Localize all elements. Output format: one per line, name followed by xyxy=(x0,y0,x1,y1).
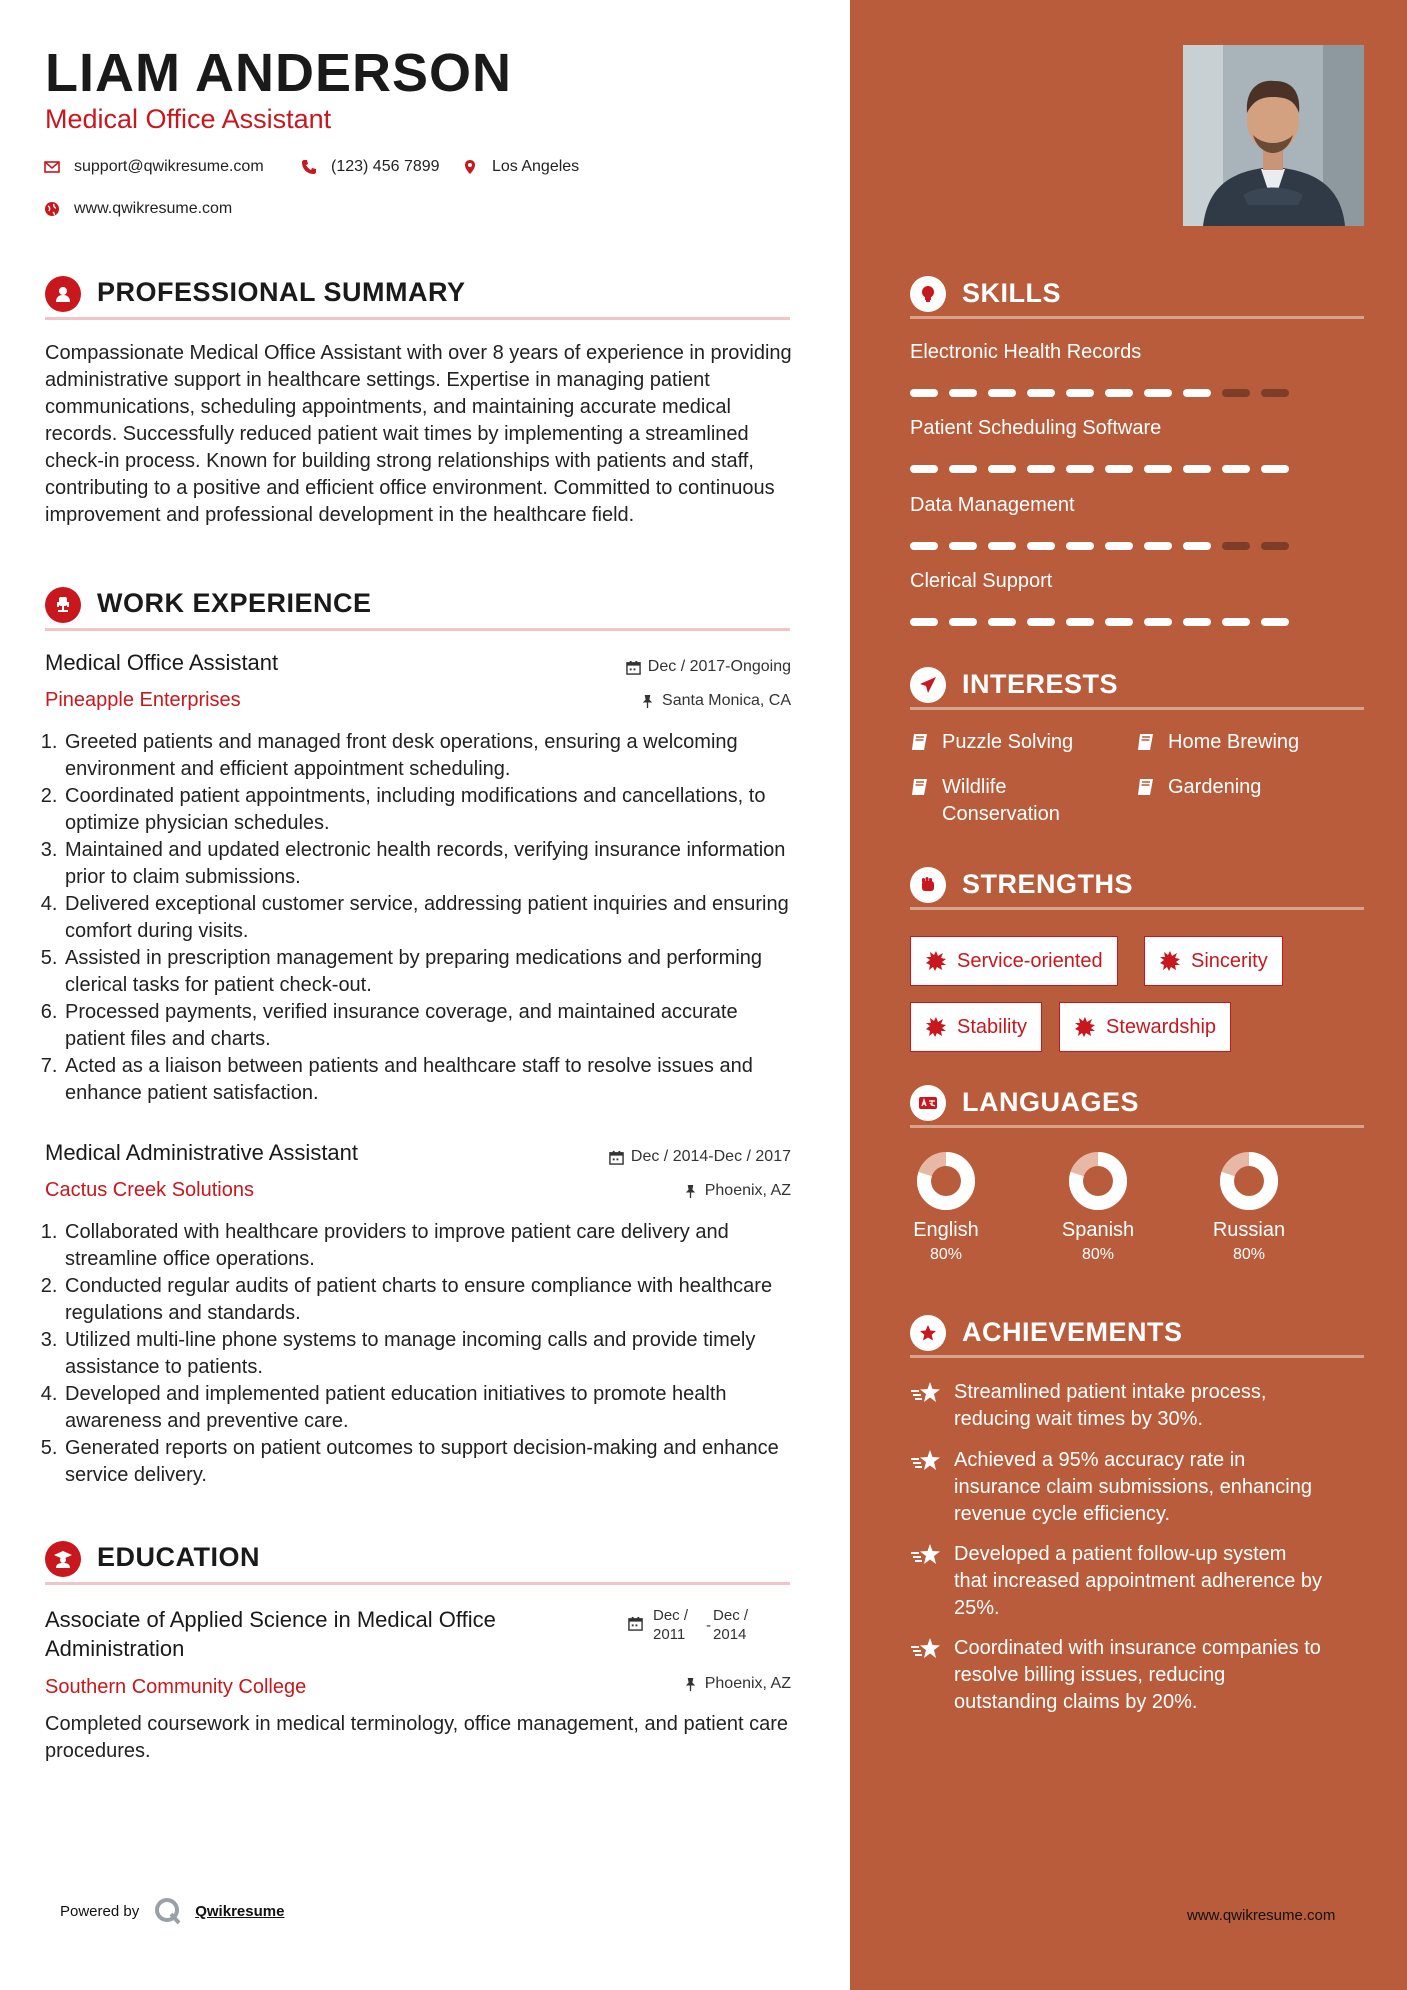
job-bullet: 1. Collaborated with healthcare providers to improve patient care delivery and streamline office operations. xyxy=(63,1219,793,1273)
summary-heading: PROFESSIONAL SUMMARY xyxy=(97,277,466,307)
skill-dash xyxy=(988,389,1016,397)
skill-dash xyxy=(1105,465,1133,473)
skill-3-level xyxy=(910,542,1300,550)
calendar-icon xyxy=(628,1616,643,1631)
experience-heading: WORK EXPERIENCE xyxy=(97,588,372,618)
skill-1-level xyxy=(910,389,1300,397)
pushpin-icon xyxy=(683,1184,698,1199)
job-2-company: Cactus Creek Solutions xyxy=(45,1179,254,1201)
language-ring xyxy=(1067,1150,1129,1212)
email-text: support@qwikresume.com xyxy=(74,158,264,175)
location-text: Los Angeles xyxy=(492,158,580,175)
job-2-bullets xyxy=(45,1219,793,1489)
job-bullet: 4. Delivered exceptional customer service, addressing patient inquiries and ensuring comfort during visits. xyxy=(63,891,793,945)
skill-dash xyxy=(1066,618,1094,626)
achievement-item: Achieved a 95% accuracy rate in insurance claim submissions, enhancing revenue cycle efficiency. xyxy=(910,1447,1364,1528)
language-item: Russian 80% xyxy=(1189,1150,1309,1264)
candidate-title: Medical Office Assistant xyxy=(45,104,332,134)
skill-dash xyxy=(1066,465,1094,473)
job-bullet: 2. Coordinated patient appointments, including modifications and cancellations, to optimize physician schedules. xyxy=(63,783,793,837)
translate-icon xyxy=(910,1085,946,1121)
strength-badge: Stewardship xyxy=(1059,1002,1231,1052)
education-dates: Dec / 2011 - Dec / 2014 xyxy=(628,1606,748,1644)
job-bullet: 5. Assisted in prescription management by preparing medications and performing clerical tasks for patient check-out. xyxy=(63,945,793,999)
book-icon xyxy=(910,777,930,797)
job-bullet: 4. Developed and implemented patient education initiatives to promote health awareness and preventive care. xyxy=(63,1381,793,1435)
skill-dash xyxy=(910,618,938,626)
interest-item: Home Brewing xyxy=(1136,729,1299,756)
contact-website[interactable] xyxy=(40,200,232,218)
languages-heading: LANGUAGES xyxy=(962,1087,1140,1117)
flying-star-icon xyxy=(910,1637,942,1663)
language-ring xyxy=(915,1150,977,1212)
burst-icon xyxy=(1159,950,1181,972)
languages-section-header xyxy=(910,1082,1364,1128)
job-bullet: 5. Generated reports on patient outcomes to support decision-making and enhance service delivery. xyxy=(63,1435,793,1489)
job-1-bullets xyxy=(45,729,793,1107)
skill-dash xyxy=(1183,618,1211,626)
paper-plane-icon xyxy=(910,667,946,703)
skill-4-name: Clerical Support xyxy=(910,570,1053,592)
footer-website[interactable]: www.qwikresume.com xyxy=(1187,1907,1336,1924)
skill-dash xyxy=(910,542,938,550)
job-bullet: 2. Conducted regular audits of patient charts to ensure compliance with healthcare regulations and standards. xyxy=(63,1273,793,1327)
user-icon xyxy=(45,276,81,312)
education-heading: EDUCATION xyxy=(97,1542,260,1572)
achievements-section-header xyxy=(910,1312,1364,1358)
phone-icon xyxy=(297,159,321,175)
interests-heading: INTERESTS xyxy=(962,669,1119,699)
skill-dash xyxy=(1144,542,1172,550)
contact-location xyxy=(458,158,579,176)
burst-icon xyxy=(925,1016,947,1038)
language-item: English 80% xyxy=(886,1150,1006,1264)
job-1-title: Medical Office Assistant xyxy=(45,650,279,675)
flying-star-icon xyxy=(910,1381,942,1407)
job-bullet: 6. Processed payments, verified insurance coverage, and maintained accurate patient files and charts. xyxy=(63,999,793,1053)
skill-dash xyxy=(949,465,977,473)
job-1-dates: Dec / 2017-Ongoing xyxy=(626,658,791,676)
skill-dash xyxy=(949,618,977,626)
burst-icon xyxy=(1074,1016,1096,1038)
burst-icon xyxy=(925,950,947,972)
skills-section-header xyxy=(910,273,1364,319)
language-item: Spanish 80% xyxy=(1038,1150,1158,1264)
job-2-dates: Dec / 2014-Dec / 2017 xyxy=(609,1148,791,1166)
skill-dash xyxy=(1066,389,1094,397)
skill-dash xyxy=(910,389,938,397)
skill-dash xyxy=(1027,618,1055,626)
book-icon xyxy=(1136,777,1156,797)
job-bullet: 3. Maintained and updated electronic health records, verifying insurance information prior to claim submissions. xyxy=(63,837,793,891)
school-name: Southern Community College xyxy=(45,1676,307,1698)
skill-dash xyxy=(1105,542,1133,550)
achievements-heading: ACHIEVEMENTS xyxy=(962,1317,1183,1347)
job-bullet: 3. Utilized multi-line phone systems to manage incoming calls and provide timely assistance to patients. xyxy=(63,1327,793,1381)
achievement-item: Coordinated with insurance companies to resolve billing issues, reducing outstanding claims by 20%. xyxy=(910,1635,1364,1716)
phone-text: (123) 456 7899 xyxy=(331,158,440,175)
degree-title: Associate of Applied Science in Medical Office Administration xyxy=(45,1607,496,1661)
interest-item: Puzzle Solving xyxy=(910,729,1073,756)
skill-dash xyxy=(1144,389,1172,397)
interest-item: Gardening xyxy=(1136,774,1261,801)
website-text: www.qwikresume.com xyxy=(74,200,233,217)
skill-dash xyxy=(949,389,977,397)
education-location: Phoenix, AZ xyxy=(683,1675,791,1693)
skill-dash xyxy=(1183,542,1211,550)
skill-dash xyxy=(949,542,977,550)
summary-section-header xyxy=(45,272,790,320)
skill-dash xyxy=(1066,542,1094,550)
skill-4-level xyxy=(910,618,1300,626)
skill-1-name: Electronic Health Records xyxy=(910,341,1142,363)
education-description: Completed coursework in medical terminology, office management, and patient care procedures. xyxy=(45,1713,788,1762)
skill-dash xyxy=(1222,618,1250,626)
skill-dash xyxy=(1222,389,1250,397)
skill-dash xyxy=(1105,389,1133,397)
pushpin-icon xyxy=(683,1677,698,1692)
interest-item: Wildlife Conservation xyxy=(910,774,1060,828)
envelope-icon xyxy=(40,159,64,175)
job-1-company: Pineapple Enterprises xyxy=(45,689,241,711)
strength-badge: Stability xyxy=(910,1002,1042,1052)
skill-dash xyxy=(1105,618,1133,626)
education-section-header xyxy=(45,1537,790,1585)
office-chair-icon xyxy=(45,587,81,623)
lightbulb-icon xyxy=(910,276,946,312)
candidate-name: LIAM ANDERSON xyxy=(45,43,512,103)
skill-dash xyxy=(1261,618,1289,626)
skill-dash xyxy=(1261,389,1289,397)
job-2-title: Medical Administrative Assistant xyxy=(45,1140,359,1165)
summary-text: Compassionate Medical Office Assistant with over 8 years of experience in providing administrative support in healthcare settings. Expertise in managing patient communications, scheduling appointments, and maintaining accurate medical records. Successfully reduced patient wait times by implementing a streamlined check-in process. Known for building strong relationships with patients and staff, contributing to a positive and efficient office environment. Committed to continuous improvement and professional development in the healthcare field. xyxy=(45,342,792,526)
graduate-icon xyxy=(45,1541,81,1577)
contact-phone[interactable] xyxy=(297,158,440,176)
powered-by: Powered by Qwikresume xyxy=(60,1896,284,1926)
profile-photo xyxy=(1183,45,1364,226)
skill-dash xyxy=(988,465,1016,473)
strength-badge: Sincerity xyxy=(1144,936,1283,986)
job-1-location: Santa Monica, CA xyxy=(640,692,791,710)
calendar-icon xyxy=(609,1150,624,1165)
fist-icon xyxy=(910,867,946,903)
map-pin-icon xyxy=(458,159,482,175)
skill-2-level xyxy=(910,465,1300,473)
job-bullet: 1. Greeted patients and managed front desk operations, ensuring a welcoming environment and efficient appointment scheduling. xyxy=(63,729,793,783)
book-icon xyxy=(910,732,930,752)
interests-section-header xyxy=(910,664,1364,710)
skill-dash xyxy=(1183,389,1211,397)
calendar-icon xyxy=(626,660,641,675)
skill-3-name: Data Management xyxy=(910,494,1075,516)
skill-dash xyxy=(910,465,938,473)
flying-star-icon xyxy=(910,1449,942,1475)
achievement-item: Developed a patient follow-up system that increased appointment adherence by 25%. xyxy=(910,1541,1364,1622)
language-ring xyxy=(1218,1150,1280,1212)
skill-dash xyxy=(1261,542,1289,550)
job-bullet: 7. Acted as a liaison between patients and healthcare staff to resolve issues and enhance patient satisfaction. xyxy=(63,1053,793,1107)
award-star-icon xyxy=(910,1315,946,1351)
skill-dash xyxy=(1261,465,1289,473)
contact-email[interactable] xyxy=(40,158,264,176)
achievement-item: Streamlined patient intake process, reducing wait times by 30%. xyxy=(910,1379,1364,1433)
skill-dash xyxy=(1222,465,1250,473)
skill-dash xyxy=(1027,389,1055,397)
skill-dash xyxy=(1144,465,1172,473)
skill-dash xyxy=(1183,465,1211,473)
skill-dash xyxy=(1027,542,1055,550)
skill-dash xyxy=(1222,542,1250,550)
pushpin-icon xyxy=(640,694,655,709)
globe-icon xyxy=(40,201,64,217)
skill-dash xyxy=(988,542,1016,550)
skill-dash xyxy=(988,618,1016,626)
job-2-location: Phoenix, AZ xyxy=(683,1182,791,1200)
flying-star-icon xyxy=(910,1543,942,1569)
qwikresume-link[interactable]: Qwikresume xyxy=(195,1902,285,1920)
skills-heading: SKILLS xyxy=(962,278,1062,308)
experience-section-header xyxy=(45,583,790,631)
skill-dash xyxy=(1027,465,1055,473)
strength-badge: Service-oriented xyxy=(910,936,1118,986)
skill-dash xyxy=(1144,618,1172,626)
skill-2-name: Patient Scheduling Software xyxy=(910,417,1162,439)
qwikresume-logo-icon xyxy=(153,1896,183,1926)
book-icon xyxy=(1136,732,1156,752)
strengths-section-header xyxy=(910,864,1364,910)
strengths-heading: STRENGTHS xyxy=(962,869,1134,899)
